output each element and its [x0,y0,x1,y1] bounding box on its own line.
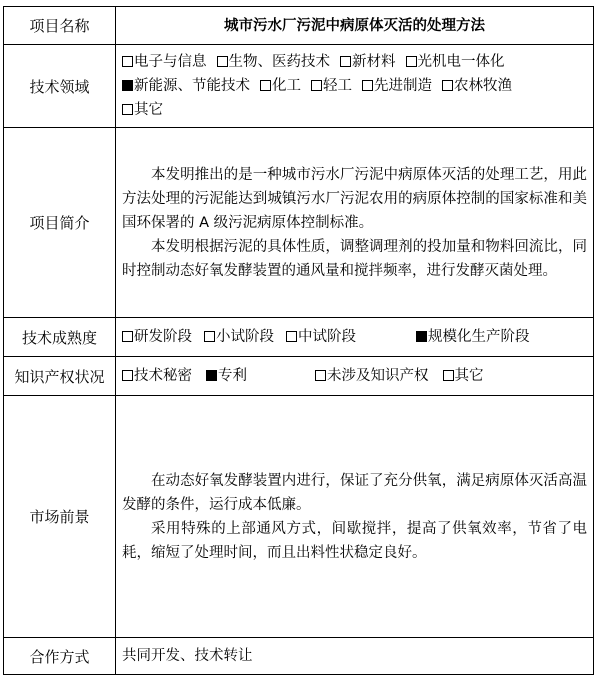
tech-field-option[interactable]: 其它 [122,98,163,122]
row-maturity [4,318,594,357]
tech-field-label: 技术领域 [4,45,116,128]
cooperation-label: 合作方式 [4,638,116,675]
checkbox-icon [311,80,322,91]
checkbox-checked-icon [206,370,217,381]
ip-option[interactable]: 未涉及知识产权 [315,364,429,388]
ip-option[interactable]: 技术秘密 [122,364,192,388]
tech-field-options [116,45,594,128]
maturity-option[interactable]: 研发阶段 [122,325,192,349]
ip-label: 知识产权状况 [4,357,116,396]
maturity-option[interactable]: 规模化生产阶段 [416,325,530,349]
summary-paragraph: 本发明根据污泥的具体性质，调整调理剂的投加量和物料回流比，同时控制动态好氧发酵装置的通风量和搅拌频率，进行发酵灭菌处理。 [122,238,587,279]
tech-field-option[interactable]: 新能源、节能技术 [122,74,250,98]
tech-field-option[interactable]: 化工 [260,74,301,98]
market-paragraph: 采用特殊的上部通风方式，间歇搅拌，提高了供氧效率，节省了电耗，缩短了处理时间，而且出料性状稳定良好。 [122,520,587,561]
summary-paragraph: 本发明推出的是一种城市污水厂污泥中病原体灭活的处理工艺，用此方法处理的污泥能达到城镇污水厂污泥农用的病原体控制的国家标准和美国环保署的 A 级污泥病原体控制标准。 [122,166,587,231]
project-info-table [3,6,594,675]
ip-option[interactable]: 专利 [206,364,247,388]
row-tech-field [4,45,594,128]
tech-field-option[interactable]: 轻工 [311,74,352,98]
checkbox-icon [122,104,133,115]
cooperation-value: 共同开发、技术转让 [116,638,594,675]
checkbox-icon [260,80,271,91]
tech-field-option[interactable]: 电子与信息 [122,50,207,74]
checkbox-icon [362,80,373,91]
summary-label: 项目简介 [4,128,116,318]
checkbox-icon [340,56,351,67]
maturity-label: 技术成熟度 [4,318,116,357]
project-title: 城市污水厂污泥中病原体灭活的处理方法 [116,7,594,45]
row-cooperation [4,638,594,675]
checkbox-icon [217,56,228,67]
maturity-option[interactable]: 中试阶段 [286,325,356,349]
tech-field-option[interactable]: 光机电一体化 [406,50,505,74]
tech-field-option[interactable]: 生物、医药技术 [217,50,331,74]
checkbox-icon [122,56,133,67]
checkbox-checked-icon [416,331,427,342]
ip-option[interactable]: 其它 [443,364,484,388]
tech-field-option[interactable]: 先进制造 [362,74,432,98]
project-name-label: 项目名称 [4,7,116,45]
checkbox-icon [442,80,453,91]
row-project-name [4,7,594,45]
checkbox-icon [443,370,454,381]
tech-field-option[interactable]: 农林牧渔 [442,74,512,98]
row-market [4,396,594,638]
maturity-options [116,318,594,357]
maturity-option[interactable]: 小试阶段 [204,325,274,349]
row-summary [4,128,594,318]
checkbox-icon [122,370,133,381]
summary-text [116,128,594,318]
checkbox-checked-icon [122,80,133,91]
ip-options [116,357,594,396]
market-paragraph: 在动态好氧发酵装置内进行，保证了充分供氧，满足病原体灭活高温发酵的条件，运行成本低廉。 [122,472,587,513]
checkbox-icon [286,331,297,342]
checkbox-icon [406,56,417,67]
checkbox-icon [315,370,326,381]
checkbox-icon [204,331,215,342]
checkbox-icon [122,331,133,342]
row-ip [4,357,594,396]
tech-field-option[interactable]: 新材料 [340,50,396,74]
market-label: 市场前景 [4,396,116,638]
market-text [116,396,594,638]
